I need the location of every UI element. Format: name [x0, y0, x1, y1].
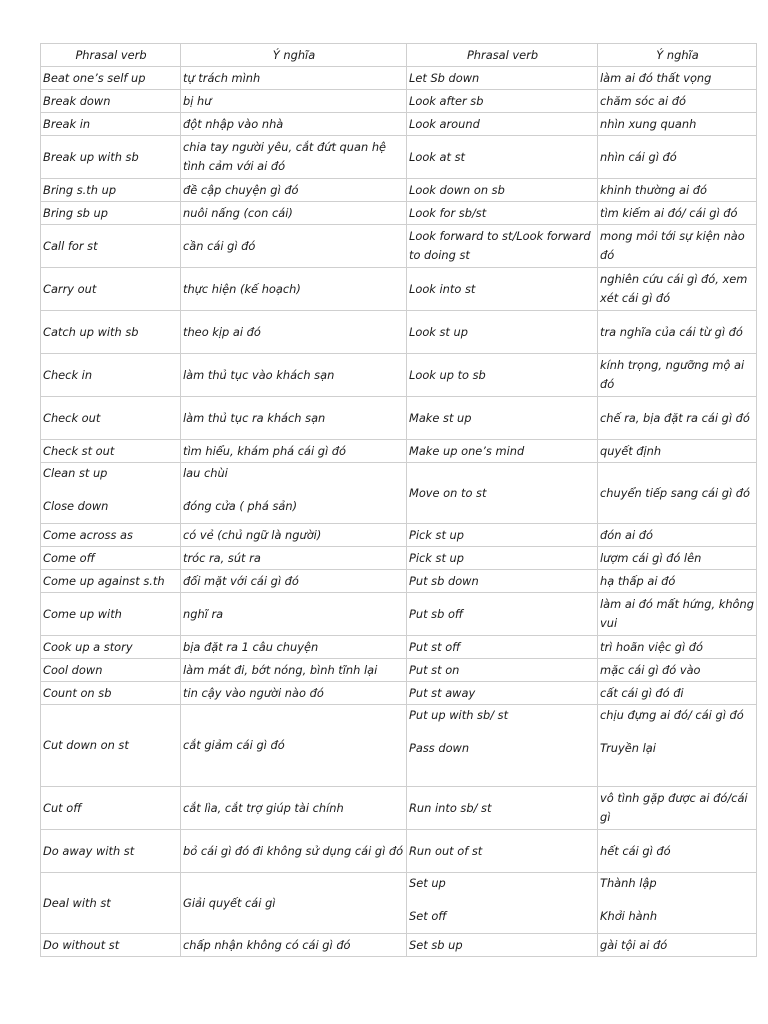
meaning-cell: [181, 268, 407, 311]
phrasal-verb-cell: [407, 830, 598, 873]
cell-text: lau chùi: [183, 466, 228, 480]
cell-text: Make st up: [409, 410, 472, 425]
meaning-cell: [598, 659, 757, 682]
phrasal-verb-cell: [407, 90, 598, 113]
cell-text: Truyền lại: [600, 741, 656, 755]
table-body: [41, 67, 757, 957]
phrasal-verb-cell: [407, 268, 598, 311]
table-row: [41, 547, 757, 570]
cell-text: Come up with: [43, 606, 122, 621]
meaning-cell: [598, 934, 757, 957]
phrasal-verb-cell: [407, 136, 598, 179]
meaning-cell: [598, 705, 757, 787]
document-page: [40, 43, 757, 957]
phrasal-verb-cell: [41, 225, 181, 268]
cell-text: lượm cái gì đó lên: [600, 550, 702, 565]
meaning-cell: [181, 113, 407, 136]
cell-text: Cut off: [43, 800, 82, 815]
cell-text: tìm hiểu, khám phá cái gì đó: [183, 443, 347, 458]
line-gap: [600, 893, 755, 907]
meaning-cell: [598, 440, 757, 463]
cell-text: làm mát đi, bớt nóng, bình tĩnh lại: [183, 662, 378, 677]
phrasal-verb-cell: [407, 570, 598, 593]
cell-text: đón ai đó: [600, 527, 654, 542]
cell-text: Check out: [43, 410, 101, 425]
cell-text: Put sb off: [409, 606, 464, 621]
table-row: [41, 593, 757, 636]
phrasal-verb-cell: [41, 593, 181, 636]
cell-text: chuyển tiếp sang cái gì đó: [600, 485, 751, 500]
cell-text: Carry out: [43, 281, 97, 296]
header-phrasal-verb-1: Phrasal verb: [41, 44, 181, 67]
cell-text: Make up one’s mind: [409, 443, 525, 458]
table-header-row: [41, 44, 757, 67]
table-row: [41, 113, 757, 136]
meaning-cell: [181, 90, 407, 113]
table-row: [41, 682, 757, 705]
cell-text: đối mặt với cái gì đó: [183, 573, 299, 588]
meaning-cell: [598, 524, 757, 547]
header-meaning-2: Ý nghĩa: [598, 44, 757, 67]
meaning-cell: [598, 268, 757, 311]
table-row: [41, 202, 757, 225]
cell-text: Break down: [43, 93, 111, 108]
meaning-cell: [598, 570, 757, 593]
cell-text: làm ai đó thất vọng: [600, 70, 712, 85]
phrasal-verb-cell: [41, 179, 181, 202]
meaning-cell: [598, 397, 757, 440]
cell-text: có vẻ (chủ ngữ là người): [183, 527, 322, 542]
cell-text: Close down: [43, 499, 109, 513]
phrasal-verb-cell: [407, 682, 598, 705]
cell-text: Check st out: [43, 443, 115, 458]
phrasal-verb-cell: [41, 397, 181, 440]
meaning-cell: [181, 593, 407, 636]
cell-text: tra nghĩa của cái từ gì đó: [600, 324, 743, 339]
table-row: [41, 354, 757, 397]
cell-text: nhìn xung quanh: [600, 116, 697, 131]
line-gap: [43, 483, 179, 497]
table-row: [41, 397, 757, 440]
table-row: [41, 67, 757, 90]
meaning-cell: [598, 67, 757, 90]
phrasal-verb-cell: [41, 90, 181, 113]
cell-text: nuôi nấng (con cái): [183, 205, 293, 220]
phrasal-verb-cell: [41, 354, 181, 397]
cell-text: Let Sb down: [409, 70, 480, 85]
cell-text: tin cậy vào người nào đó: [183, 685, 324, 700]
cell-text: Break in: [43, 116, 91, 131]
phrasal-verb-cell: [41, 705, 181, 787]
cell-text: chăm sóc ai đó: [600, 93, 686, 108]
cell-text: Deal with st: [43, 895, 111, 910]
line-gap: [600, 725, 755, 739]
phrasal-verb-cell: [407, 440, 598, 463]
meaning-cell: [598, 311, 757, 354]
table-row: [41, 659, 757, 682]
meaning-cell: [598, 593, 757, 636]
phrasal-verb-cell: [407, 705, 598, 787]
phrasal-verb-cell: [41, 873, 181, 934]
meaning-cell: [598, 179, 757, 202]
cell-text: bỏ cái gì đó đi không sử dụng cái gì đó: [183, 843, 404, 858]
meaning-cell: [181, 311, 407, 354]
meaning-cell: [181, 202, 407, 225]
table-row: [41, 705, 757, 787]
cell-text: Come across as: [43, 527, 133, 542]
cell-text: bịa đặt ra 1 câu chuyện: [183, 639, 319, 654]
table-row: [41, 570, 757, 593]
meaning-cell: [598, 225, 757, 268]
phrasal-verb-cell: [407, 659, 598, 682]
phrasal-verb-cell: [407, 67, 598, 90]
cell-text: Run into sb/ st: [409, 800, 492, 815]
cell-text: chịu đựng ai đó/ cái gì đó: [600, 708, 744, 722]
cell-text: theo kịp ai đó: [183, 324, 261, 339]
cell-text: tìm kiếm ai đó/ cái gì đó: [600, 205, 738, 220]
phrasal-verb-cell: [41, 524, 181, 547]
phrasal-verb-cell: [41, 787, 181, 830]
table-row: [41, 179, 757, 202]
phrasal-verb-table: [40, 43, 757, 957]
cell-text: Look at st: [409, 149, 465, 164]
phrasal-verb-cell: [41, 136, 181, 179]
meaning-cell: [181, 524, 407, 547]
cell-text: trì hoãn việc gì đó: [600, 639, 703, 654]
meaning-cell: [598, 90, 757, 113]
phrasal-verb-cell: [407, 202, 598, 225]
cell-text: chấp nhận không có cái gì đó: [183, 937, 351, 952]
phrasal-verb-cell: [41, 268, 181, 311]
cell-text: Pass down: [409, 741, 470, 755]
meaning-cell: [598, 636, 757, 659]
phrasal-verb-cell: [407, 225, 598, 268]
cell-text: Set sb up: [409, 937, 463, 952]
meaning-cell: [181, 67, 407, 90]
cell-text: Look forward to st/Look forward to doing st: [409, 229, 591, 262]
cell-text: Look up to sb: [409, 367, 486, 382]
table-row: [41, 830, 757, 873]
phrasal-verb-cell: [407, 873, 598, 934]
meaning-cell: [181, 659, 407, 682]
cell-text: thực hiện (kế hoạch): [183, 281, 301, 296]
cell-text: Count on sb: [43, 685, 112, 700]
meaning-cell: [598, 873, 757, 934]
cell-text: mong mỏi tới sự kiện nào đó: [600, 229, 745, 262]
cell-text: Bring s.th up: [43, 182, 117, 197]
cell-text: Move on to st: [409, 485, 487, 500]
cell-text: Cool down: [43, 662, 103, 677]
cell-text: chế ra, bịa đặt ra cái gì đó: [600, 410, 750, 425]
cell-text: khinh thường ai đó: [600, 182, 707, 197]
phrasal-verb-cell: [41, 682, 181, 705]
cell-text: kính trọng, ngưỡng mộ ai đó: [600, 358, 745, 391]
meaning-cell: [181, 547, 407, 570]
phrasal-verb-cell: [407, 787, 598, 830]
table-row: [41, 268, 757, 311]
line-gap: [409, 893, 596, 907]
phrasal-verb-cell: [41, 659, 181, 682]
table-row: [41, 934, 757, 957]
phrasal-verb-cell: [41, 311, 181, 354]
cell-text: Look for sb/st: [409, 205, 487, 220]
cell-text: nhìn cái gì đó: [600, 149, 677, 164]
meaning-cell: [598, 787, 757, 830]
table-row: [41, 90, 757, 113]
phrasal-verb-cell: [41, 636, 181, 659]
phrasal-verb-cell: [407, 397, 598, 440]
line-gap: [183, 483, 405, 497]
cell-text: Bring sb up: [43, 205, 108, 220]
cell-text: Pick st up: [409, 550, 464, 565]
meaning-cell: [598, 113, 757, 136]
phrasal-verb-cell: [407, 547, 598, 570]
cell-text: đề cập chuyện gì đó: [183, 182, 299, 197]
phrasal-verb-cell: [407, 524, 598, 547]
cell-text: cất cái gì đó đi: [600, 685, 684, 700]
table-row: [41, 636, 757, 659]
cell-text: Run out of st: [409, 843, 483, 858]
phrasal-verb-cell: [407, 593, 598, 636]
cell-text: Catch up with sb: [43, 324, 139, 339]
cell-text: cắt giảm cái gì đó: [183, 738, 285, 752]
cell-text: làm ai đó mất hứng, không vui: [600, 597, 754, 630]
table-row: [41, 873, 757, 934]
table-row: [41, 136, 757, 179]
cell-text: Set up: [409, 876, 446, 890]
table-row: [41, 225, 757, 268]
cell-text: Set off: [409, 909, 447, 923]
cell-text: chia tay người yêu, cắt đứt quan hệ tình cảm với ai đó: [183, 140, 387, 173]
meaning-cell: [181, 440, 407, 463]
cell-text: Put st away: [409, 685, 476, 700]
cell-text: hạ thấp ai đó: [600, 573, 676, 588]
phrasal-verb-cell: [41, 440, 181, 463]
cell-text: Come off: [43, 550, 95, 565]
meaning-cell: [181, 179, 407, 202]
meaning-cell: [598, 547, 757, 570]
phrasal-verb-cell: [41, 830, 181, 873]
cell-text: Khởi hành: [600, 909, 658, 923]
meaning-cell: [181, 636, 407, 659]
cell-text: mặc cái gì đó vào: [600, 662, 701, 677]
phrasal-verb-cell: [407, 113, 598, 136]
cell-text: Put st on: [409, 662, 460, 677]
cell-text: Look down on sb: [409, 182, 505, 197]
meaning-cell: [181, 225, 407, 268]
phrasal-verb-cell: [41, 202, 181, 225]
cell-text: gài tội ai đó: [600, 937, 668, 952]
cell-text: Look into st: [409, 281, 476, 296]
cell-text: tróc ra, sút ra: [183, 550, 261, 565]
meaning-cell: [181, 787, 407, 830]
cell-text: Clean st up: [43, 466, 108, 480]
cell-text: Giải quyết cái gì: [183, 895, 276, 910]
phrasal-verb-cell: [407, 179, 598, 202]
phrasal-verb-cell: [41, 463, 181, 524]
phrasal-verb-cell: [41, 67, 181, 90]
cell-text: bị hư: [183, 93, 212, 108]
cell-text: làm thủ tục ra khách sạn: [183, 410, 326, 425]
meaning-cell: [181, 354, 407, 397]
cell-text: Come up against s.th: [43, 573, 165, 588]
phrasal-verb-cell: [407, 311, 598, 354]
phrasal-verb-cell: [407, 354, 598, 397]
meaning-cell: [181, 570, 407, 593]
cell-text: Look st up: [409, 324, 468, 339]
table-row: [41, 787, 757, 830]
meaning-cell: [598, 830, 757, 873]
cell-text: hết cái gì đó: [600, 843, 671, 858]
cell-text: Put st off: [409, 639, 461, 654]
cell-text: làm thủ tục vào khách sạn: [183, 367, 335, 382]
table-row: [41, 524, 757, 547]
phrasal-verb-cell: [41, 113, 181, 136]
meaning-cell: [181, 463, 407, 524]
phrasal-verb-cell: [407, 463, 598, 524]
meaning-cell: [598, 202, 757, 225]
meaning-cell: [181, 397, 407, 440]
meaning-cell: [598, 354, 757, 397]
meaning-cell: [598, 136, 757, 179]
phrasal-verb-cell: [41, 547, 181, 570]
cell-text: Thành lập: [600, 876, 657, 890]
meaning-cell: [181, 136, 407, 179]
cell-text: Cook up a story: [43, 639, 133, 654]
cell-text: cần cái gì đó: [183, 238, 256, 253]
table-row: [41, 311, 757, 354]
cell-text: Cut down on st: [43, 738, 129, 752]
cell-text: nghĩ ra: [183, 606, 224, 621]
cell-text: Pick st up: [409, 527, 464, 542]
cell-text: Put up with sb/ st: [409, 708, 509, 722]
meaning-cell: [181, 705, 407, 787]
meaning-cell: [181, 934, 407, 957]
cell-text: Beat one’s self up: [43, 70, 146, 85]
cell-text: đột nhập vào nhà: [183, 116, 284, 131]
phrasal-verb-cell: [41, 934, 181, 957]
meaning-cell: [598, 682, 757, 705]
cell-text: quyết định: [600, 443, 662, 458]
header-meaning-1: Ý nghĩa: [181, 44, 407, 67]
phrasal-verb-cell: [407, 934, 598, 957]
cell-text: cắt lìa, cắt trợ giúp tài chính: [183, 800, 344, 815]
meaning-cell: [598, 463, 757, 524]
cell-text: Check in: [43, 367, 93, 382]
meaning-cell: [181, 682, 407, 705]
cell-text: Break up with sb: [43, 149, 139, 164]
table-row: [41, 440, 757, 463]
cell-text: Do away with st: [43, 843, 135, 858]
cell-text: đóng cửa ( phá sản): [183, 499, 298, 513]
cell-text: Do without st: [43, 937, 120, 952]
meaning-cell: [181, 830, 407, 873]
line-gap: [409, 725, 596, 739]
phrasal-verb-cell: [407, 636, 598, 659]
cell-text: Call for st: [43, 238, 98, 253]
cell-text: Look after sb: [409, 93, 484, 108]
cell-text: tự trách mình: [183, 70, 261, 85]
cell-text: nghiên cứu cái gì đó, xem xét cái gì đó: [600, 272, 748, 305]
cell-text: Put sb down: [409, 573, 479, 588]
meaning-cell: [181, 873, 407, 934]
cell-text: Look around: [409, 116, 480, 131]
phrasal-verb-cell: [41, 570, 181, 593]
cell-text: vô tình gặp được ai đó/cái gì: [600, 791, 748, 824]
header-phrasal-verb-2: Phrasal verb: [407, 44, 598, 67]
table-row: [41, 463, 757, 524]
